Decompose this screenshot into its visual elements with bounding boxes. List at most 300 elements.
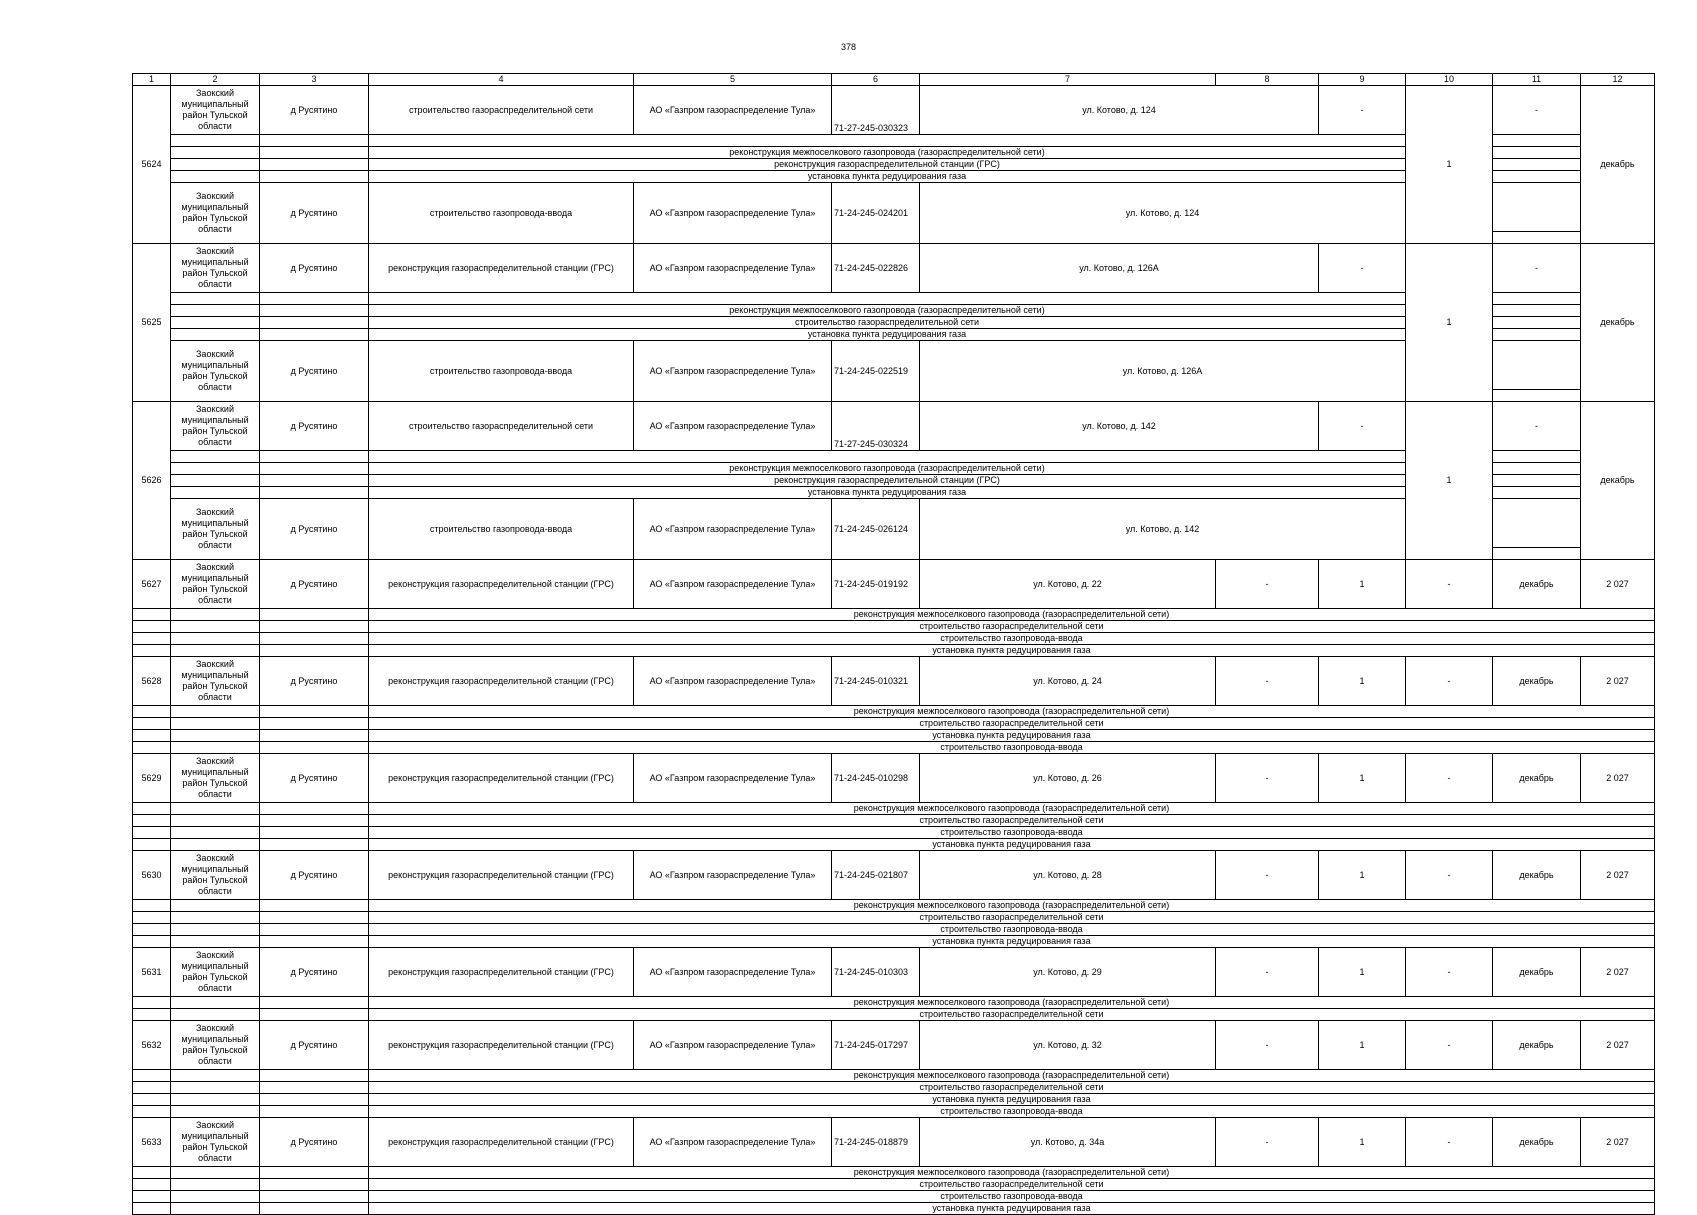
blank-cell bbox=[171, 1191, 260, 1203]
blank-cell bbox=[260, 1167, 369, 1179]
blank-cell bbox=[1493, 499, 1581, 548]
organization-cell: АО «Газпром газораспределение Тула» bbox=[634, 560, 832, 609]
year-cell: 2 027 bbox=[1581, 1118, 1655, 1167]
blank-cell bbox=[133, 730, 171, 742]
blank-cell bbox=[171, 135, 260, 147]
work-description: установка пункта редуцирования газа bbox=[369, 487, 1406, 499]
table-row bbox=[133, 86, 1655, 135]
organization-cell: АО «Газпром газораспределение Тула» bbox=[634, 754, 832, 803]
blank-cell bbox=[133, 633, 171, 645]
work-description: установка пункта редуцирования газа bbox=[369, 839, 1655, 851]
year-cell: 2 027 bbox=[1581, 1021, 1655, 1070]
blank-cell bbox=[260, 329, 369, 341]
table-row bbox=[133, 402, 1655, 451]
blank-cell bbox=[171, 924, 260, 936]
blank-cell bbox=[260, 912, 369, 924]
col8-cell: - bbox=[1216, 851, 1319, 900]
col8-cell: - bbox=[1319, 86, 1406, 135]
blank-cell bbox=[171, 451, 260, 463]
blank-cell bbox=[171, 293, 260, 305]
blank-cell bbox=[171, 718, 260, 730]
blank-cell bbox=[260, 730, 369, 742]
header-row bbox=[133, 74, 1655, 86]
work-type-cell: реконструкция газораспределительной станции (ГРС) bbox=[369, 948, 634, 997]
col10-cell: - bbox=[1406, 657, 1493, 706]
col10-cell: - bbox=[1406, 754, 1493, 803]
blank-cell bbox=[260, 147, 369, 159]
table-row bbox=[133, 657, 1655, 706]
month-cell: декабрь bbox=[1493, 948, 1581, 997]
work-subrow bbox=[133, 1009, 1655, 1021]
work-description: строительство газораспределительной сети bbox=[369, 621, 1655, 633]
address-cell: ул. Котово, д. 142 bbox=[920, 499, 1406, 560]
work-subrow bbox=[133, 912, 1655, 924]
month-cell: декабрь bbox=[1581, 86, 1655, 244]
header-cell: 8 bbox=[1216, 74, 1319, 86]
work-type-cell: реконструкция газораспределительной станции (ГРС) bbox=[369, 244, 634, 293]
work-subrow bbox=[133, 1094, 1655, 1106]
blank-cell bbox=[260, 293, 369, 305]
work-description: строительство газораспределительной сети bbox=[369, 718, 1655, 730]
work-subrow bbox=[133, 827, 1655, 839]
table-row bbox=[133, 560, 1655, 609]
entry-number: 5625 bbox=[133, 244, 171, 402]
blank-cell bbox=[260, 633, 369, 645]
locality-cell: д Русятино bbox=[260, 499, 369, 560]
blank-cell bbox=[133, 1070, 171, 1082]
entry-number: 5626 bbox=[133, 402, 171, 560]
cadastral-number-cell: 71-24-245-010303 bbox=[832, 948, 920, 997]
blank-cell bbox=[133, 609, 171, 621]
work-description: строительство газопровода-ввода bbox=[369, 1191, 1655, 1203]
blank-cell bbox=[260, 815, 369, 827]
header-cell: 9 bbox=[1319, 74, 1406, 86]
col8-cell: - bbox=[1216, 948, 1319, 997]
organization-cell: АО «Газпром газораспределение Тула» bbox=[634, 244, 832, 293]
address-cell: ул. Котово, д. 126А bbox=[920, 341, 1406, 402]
table-row bbox=[133, 244, 1655, 293]
blank-cell bbox=[133, 1106, 171, 1118]
header-cell: 1 bbox=[133, 74, 171, 86]
col9-cell: 1 bbox=[1319, 1118, 1406, 1167]
blank-cell bbox=[133, 900, 171, 912]
blank-cell bbox=[133, 645, 171, 657]
blank-cell bbox=[133, 803, 171, 815]
blank-cell bbox=[133, 1203, 171, 1215]
blank-cell bbox=[171, 633, 260, 645]
table-row bbox=[133, 1021, 1655, 1070]
work-subrow bbox=[133, 1191, 1655, 1203]
entry-number: 5627 bbox=[133, 560, 171, 609]
organization-cell: АО «Газпром газораспределение Тула» bbox=[634, 948, 832, 997]
blank-cell bbox=[171, 742, 260, 754]
work-subrow bbox=[133, 997, 1655, 1009]
col9-cell: 1 bbox=[1319, 851, 1406, 900]
blank-cell bbox=[1493, 305, 1581, 317]
cadastral-number-cell: 71-27-245-030324 bbox=[832, 402, 920, 451]
work-subrow bbox=[133, 621, 1655, 633]
organization-cell: АО «Газпром газораспределение Тула» bbox=[634, 86, 832, 135]
blank-cell bbox=[1493, 475, 1581, 487]
work-subrow bbox=[133, 718, 1655, 730]
blank-cell bbox=[171, 645, 260, 657]
entry-number: 5630 bbox=[133, 851, 171, 900]
header-cell: 7 bbox=[920, 74, 1216, 86]
blank-cell bbox=[133, 815, 171, 827]
locality-cell: д Русятино bbox=[260, 560, 369, 609]
work-description: строительство газораспределительной сети bbox=[369, 1009, 1655, 1021]
blank-cell bbox=[1493, 463, 1581, 475]
col9-cell: 1 bbox=[1406, 402, 1493, 560]
header-cell: 3 bbox=[260, 74, 369, 86]
col8-cell: - bbox=[1319, 244, 1406, 293]
month-cell: декабрь bbox=[1493, 1021, 1581, 1070]
blank-cell bbox=[171, 1106, 260, 1118]
work-type-cell: строительство газораспределительной сети bbox=[369, 402, 634, 451]
blank-cell bbox=[1493, 135, 1581, 147]
blank-cell bbox=[133, 1179, 171, 1191]
blank-cell bbox=[133, 718, 171, 730]
col8-cell: - bbox=[1319, 402, 1406, 451]
header-cell: 11 bbox=[1493, 74, 1581, 86]
blank-cell bbox=[260, 827, 369, 839]
blank-cell bbox=[171, 621, 260, 633]
blank-cell bbox=[1493, 171, 1581, 183]
blank-cell bbox=[171, 839, 260, 851]
blank-cell bbox=[171, 730, 260, 742]
blank-cell bbox=[260, 1094, 369, 1106]
address-cell: ул. Котово, д. 26 bbox=[920, 754, 1216, 803]
cadastral-number-cell: 71-24-245-019192 bbox=[832, 560, 920, 609]
col10-cell: - bbox=[1493, 86, 1581, 135]
blank-cell bbox=[171, 815, 260, 827]
col9-cell: 1 bbox=[1319, 754, 1406, 803]
municipality-cell: Заокский муниципальный район Тульской области bbox=[171, 183, 260, 244]
blank-cell bbox=[171, 171, 260, 183]
blank-cell bbox=[133, 1009, 171, 1021]
work-type-cell: строительство газопровода-ввода bbox=[369, 183, 634, 244]
header-cell: 10 bbox=[1406, 74, 1493, 86]
blank-cell bbox=[260, 803, 369, 815]
work-description: установка пункта редуцирования газа bbox=[369, 1203, 1655, 1215]
address-cell: ул. Котово, д. 32 bbox=[920, 1021, 1216, 1070]
work-type-cell: реконструкция газораспределительной станции (ГРС) bbox=[369, 851, 634, 900]
table-row bbox=[133, 948, 1655, 997]
col8-cell: - bbox=[1216, 1118, 1319, 1167]
work-subrow bbox=[133, 924, 1655, 936]
work-description: установка пункта редуцирования газа bbox=[369, 645, 1655, 657]
blank-cell bbox=[260, 317, 369, 329]
municipality-cell: Заокский муниципальный район Тульской области bbox=[171, 560, 260, 609]
col8-cell: - bbox=[1216, 754, 1319, 803]
col10-cell: - bbox=[1406, 1118, 1493, 1167]
col10-cell: - bbox=[1406, 851, 1493, 900]
col8-cell: - bbox=[1216, 560, 1319, 609]
cadastral-number-cell: 71-24-245-010298 bbox=[832, 754, 920, 803]
address-cell: ул. Котово, д. 22 bbox=[920, 560, 1216, 609]
blank-cell bbox=[260, 718, 369, 730]
locality-cell: д Русятино bbox=[260, 1021, 369, 1070]
municipality-cell: Заокский муниципальный район Тульской области bbox=[171, 948, 260, 997]
col9-cell: 1 bbox=[1406, 86, 1493, 244]
blank-cell bbox=[1493, 329, 1581, 341]
work-description: строительство газораспределительной сети bbox=[369, 317, 1406, 329]
blank-cell bbox=[260, 305, 369, 317]
work-type-cell: строительство газопровода-ввода bbox=[369, 341, 634, 402]
locality-cell: д Русятино bbox=[260, 402, 369, 451]
municipality-cell: Заокский муниципальный район Тульской области bbox=[171, 1118, 260, 1167]
blank-cell bbox=[260, 463, 369, 475]
work-description: строительство газораспределительной сети bbox=[369, 1082, 1655, 1094]
work-subrow bbox=[133, 900, 1655, 912]
blank-cell bbox=[1493, 487, 1581, 499]
blank-cell bbox=[171, 317, 260, 329]
entry-number: 5633 bbox=[133, 1118, 171, 1167]
work-type-cell: строительство газопровода-ввода bbox=[369, 499, 634, 560]
col10-cell: - bbox=[1406, 560, 1493, 609]
col10-cell: - bbox=[1406, 1021, 1493, 1070]
work-type-cell: реконструкция газораспределительной станции (ГРС) bbox=[369, 1118, 634, 1167]
work-description: строительство газопровода-ввода bbox=[369, 827, 1655, 839]
col9-cell: 1 bbox=[1319, 657, 1406, 706]
blank-cell bbox=[171, 487, 260, 499]
year-cell: 2 027 bbox=[1581, 851, 1655, 900]
blank-cell bbox=[171, 329, 260, 341]
month-cell: декабрь bbox=[1493, 560, 1581, 609]
work-description: реконструкция межпоселкового газопровода (газораспределительной сети) bbox=[369, 706, 1655, 718]
blank-cell bbox=[171, 1082, 260, 1094]
locality-cell: д Русятино bbox=[260, 244, 369, 293]
entry-number: 5629 bbox=[133, 754, 171, 803]
municipality-cell: Заокский муниципальный район Тульской области bbox=[171, 244, 260, 293]
blank-cell bbox=[171, 475, 260, 487]
blank-cell bbox=[1493, 548, 1581, 560]
blank-cell bbox=[1493, 451, 1581, 463]
organization-cell: АО «Газпром газораспределение Тула» bbox=[634, 499, 832, 560]
month-cell: декабрь bbox=[1493, 851, 1581, 900]
address-cell: ул. Котово, д. 34а bbox=[920, 1118, 1216, 1167]
page-number: 378 bbox=[840, 42, 857, 52]
blank-cell bbox=[1493, 159, 1581, 171]
blank-cell bbox=[133, 839, 171, 851]
entry-number: 5632 bbox=[133, 1021, 171, 1070]
locality-cell: д Русятино bbox=[260, 657, 369, 706]
locality-cell: д Русятино bbox=[260, 1118, 369, 1167]
address-cell: ул. Котово, д. 24 bbox=[920, 657, 1216, 706]
year-cell: 2 027 bbox=[1581, 657, 1655, 706]
work-description: установка пункта редуцирования газа bbox=[369, 936, 1655, 948]
register-table bbox=[132, 73, 1655, 1215]
work-description: установка пункта редуцирования газа bbox=[369, 1094, 1655, 1106]
table-row bbox=[133, 1118, 1655, 1167]
organization-cell: АО «Газпром газораспределение Тула» bbox=[634, 341, 832, 402]
blank-cell bbox=[171, 305, 260, 317]
municipality-cell: Заокский муниципальный район Тульской области bbox=[171, 86, 260, 135]
work-description: реконструкция межпоселкового газопровода (газораспределительной сети) bbox=[369, 147, 1406, 159]
blank-cell bbox=[171, 706, 260, 718]
blank-cell bbox=[260, 706, 369, 718]
blank-cell bbox=[260, 1009, 369, 1021]
cadastral-number-cell: 71-24-245-022519 bbox=[832, 341, 920, 402]
organization-cell: АО «Газпром газораспределение Тула» bbox=[634, 1118, 832, 1167]
blank-cell bbox=[133, 1191, 171, 1203]
col8-cell: - bbox=[1216, 657, 1319, 706]
year-cell: 2 027 bbox=[1581, 560, 1655, 609]
organization-cell: АО «Газпром газораспределение Тула» bbox=[634, 402, 832, 451]
cadastral-number-cell: 71-24-245-021807 bbox=[832, 851, 920, 900]
municipality-cell: Заокский муниципальный район Тульской области bbox=[171, 341, 260, 402]
work-subrow bbox=[133, 645, 1655, 657]
table-row bbox=[133, 754, 1655, 803]
municipality-cell: Заокский муниципальный район Тульской области bbox=[171, 1021, 260, 1070]
col10-cell: - bbox=[1493, 244, 1581, 293]
blank-cell bbox=[1493, 317, 1581, 329]
work-description: строительство газопровода-ввода bbox=[369, 633, 1655, 645]
header-cell: 12 bbox=[1581, 74, 1655, 86]
col9-cell: 1 bbox=[1319, 948, 1406, 997]
blank-cell bbox=[260, 609, 369, 621]
work-description: реконструкция межпоселкового газопровода (газораспределительной сети) bbox=[369, 900, 1655, 912]
blank-cell bbox=[133, 742, 171, 754]
blank-cell bbox=[260, 135, 369, 147]
organization-cell: АО «Газпром газораспределение Тула» bbox=[634, 657, 832, 706]
entry-number: 5628 bbox=[133, 657, 171, 706]
work-description: установка пункта редуцирования газа bbox=[369, 171, 1406, 183]
blank-cell bbox=[260, 487, 369, 499]
address-cell: ул. Котово, д. 29 bbox=[920, 948, 1216, 997]
blank-cell bbox=[133, 827, 171, 839]
work-type-cell: реконструкция газораспределительной станции (ГРС) bbox=[369, 754, 634, 803]
locality-cell: д Русятино bbox=[260, 754, 369, 803]
blank-cell bbox=[369, 135, 1406, 147]
blank-cell bbox=[133, 912, 171, 924]
col8-cell: - bbox=[1216, 1021, 1319, 1070]
municipality-cell: Заокский муниципальный район Тульской области bbox=[171, 402, 260, 451]
work-subrow bbox=[133, 730, 1655, 742]
header-cell: 6 bbox=[832, 74, 920, 86]
cadastral-number-cell: 71-24-245-024201 bbox=[832, 183, 920, 244]
blank-cell bbox=[133, 706, 171, 718]
cadastral-number-cell: 71-24-245-018879 bbox=[832, 1118, 920, 1167]
blank-cell bbox=[260, 742, 369, 754]
blank-cell bbox=[171, 936, 260, 948]
organization-cell: АО «Газпром газораспределение Тула» bbox=[634, 1021, 832, 1070]
blank-cell bbox=[171, 1203, 260, 1215]
blank-cell bbox=[260, 475, 369, 487]
work-subrow bbox=[133, 742, 1655, 754]
cadastral-number-cell: 71-24-245-026124 bbox=[832, 499, 920, 560]
blank-cell bbox=[369, 451, 1406, 463]
blank-cell bbox=[133, 1167, 171, 1179]
blank-cell bbox=[171, 912, 260, 924]
blank-cell bbox=[260, 159, 369, 171]
work-description: реконструкция межпоселкового газопровода (газораспределительной сети) bbox=[369, 463, 1406, 475]
work-type-cell: реконструкция газораспределительной станции (ГРС) bbox=[369, 560, 634, 609]
blank-cell bbox=[260, 924, 369, 936]
month-cell: декабрь bbox=[1493, 657, 1581, 706]
work-description: реконструкция межпоселкового газопровода (газораспределительной сети) bbox=[369, 803, 1655, 815]
blank-cell bbox=[171, 1094, 260, 1106]
table-row bbox=[133, 851, 1655, 900]
cadastral-number-cell: 71-24-245-022826 bbox=[832, 244, 920, 293]
work-description: установка пункта редуцирования газа bbox=[369, 329, 1406, 341]
address-cell: ул. Котово, д. 124 bbox=[920, 86, 1319, 135]
blank-cell bbox=[260, 645, 369, 657]
work-description: строительство газораспределительной сети bbox=[369, 815, 1655, 827]
work-subrow bbox=[133, 1203, 1655, 1215]
work-subrow bbox=[133, 1106, 1655, 1118]
municipality-cell: Заокский муниципальный район Тульской области bbox=[171, 754, 260, 803]
work-subrow bbox=[133, 1070, 1655, 1082]
work-description: реконструкция межпоселкового газопровода (газораспределительной сети) bbox=[369, 1167, 1655, 1179]
blank-cell bbox=[260, 1191, 369, 1203]
blank-cell bbox=[1493, 147, 1581, 159]
header-cell: 2 bbox=[171, 74, 260, 86]
blank-cell bbox=[133, 924, 171, 936]
address-cell: ул. Котово, д. 28 bbox=[920, 851, 1216, 900]
blank-cell bbox=[171, 1009, 260, 1021]
blank-cell bbox=[260, 900, 369, 912]
work-description: строительство газопровода-ввода bbox=[369, 924, 1655, 936]
blank-cell bbox=[171, 1167, 260, 1179]
blank-cell bbox=[260, 1070, 369, 1082]
blank-cell bbox=[133, 1094, 171, 1106]
work-type-cell: строительство газораспределительной сети bbox=[369, 86, 634, 135]
blank-cell bbox=[133, 997, 171, 1009]
header-cell: 4 bbox=[369, 74, 634, 86]
work-description: реконструкция межпоселкового газопровода (газораспределительной сети) bbox=[369, 997, 1655, 1009]
blank-cell bbox=[171, 803, 260, 815]
blank-cell bbox=[171, 159, 260, 171]
work-description: реконструкция газораспределительной станции (ГРС) bbox=[369, 475, 1406, 487]
work-subrow bbox=[133, 803, 1655, 815]
blank-cell bbox=[171, 827, 260, 839]
col10-cell: - bbox=[1493, 402, 1581, 451]
work-subrow bbox=[133, 839, 1655, 851]
blank-cell bbox=[369, 293, 1406, 305]
blank-cell bbox=[260, 451, 369, 463]
month-cell: декабрь bbox=[1493, 754, 1581, 803]
blank-cell bbox=[171, 463, 260, 475]
blank-cell bbox=[260, 1082, 369, 1094]
blank-cell bbox=[133, 621, 171, 633]
year-cell: 2 027 bbox=[1581, 754, 1655, 803]
blank-cell bbox=[133, 936, 171, 948]
blank-cell bbox=[1493, 293, 1581, 305]
col10-cell: - bbox=[1406, 948, 1493, 997]
work-subrow bbox=[133, 609, 1655, 621]
work-description: строительство газопровода-ввода bbox=[369, 1106, 1655, 1118]
work-description: реконструкция межпоселкового газопровода (газораспределительной сети) bbox=[369, 305, 1406, 317]
work-description: строительство газопровода-ввода bbox=[369, 742, 1655, 754]
work-subrow bbox=[133, 815, 1655, 827]
blank-cell bbox=[171, 1179, 260, 1191]
work-description: реконструкция межпоселкового газопровода (газораспределительной сети) bbox=[369, 1070, 1655, 1082]
work-subrow bbox=[133, 633, 1655, 645]
col9-cell: 1 bbox=[1319, 560, 1406, 609]
col9-cell: 1 bbox=[1406, 244, 1493, 402]
blank-cell bbox=[260, 997, 369, 1009]
entry-number: 5624 bbox=[133, 86, 171, 244]
blank-cell bbox=[171, 1070, 260, 1082]
work-description: установка пункта редуцирования газа bbox=[369, 730, 1655, 742]
work-description: реконструкция газораспределительной станции (ГРС) bbox=[369, 159, 1406, 171]
locality-cell: д Русятино bbox=[260, 948, 369, 997]
blank-cell bbox=[171, 997, 260, 1009]
blank-cell bbox=[133, 1082, 171, 1094]
cadastral-number-cell: 71-24-245-017297 bbox=[832, 1021, 920, 1070]
address-cell: ул. Котово, д. 124 bbox=[920, 183, 1406, 244]
